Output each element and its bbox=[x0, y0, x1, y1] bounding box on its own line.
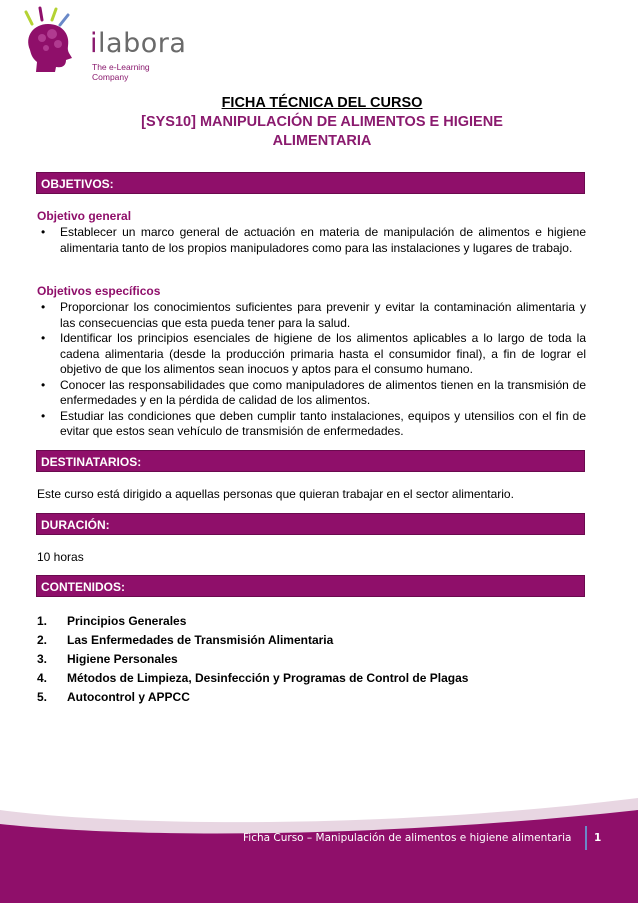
footer-band bbox=[0, 790, 638, 903]
list-item: • Proporcionar los conocimientos suficientes para prevenir y evitar la contaminación alimentaria y las consecuencias que esta pueda tener para la salud. bbox=[37, 300, 586, 331]
destinatarios-text: Este curso está dirigido a aquellas personas que quieran trabajar en el sector alimentario. bbox=[37, 487, 514, 501]
brand-logo bbox=[22, 6, 187, 82]
list-item: • Conocer las responsabilidades que como manipuladores de alimentos tienen en la transmisión de enfermedades y en la pérdida de calidad de los alimentos. bbox=[37, 378, 586, 409]
list-item: 2. Las Enfermedades de Transmisión Alimentaria bbox=[37, 633, 334, 647]
objetivo-general-list bbox=[37, 225, 586, 256]
list-item: 1. Principios Generales bbox=[37, 614, 187, 628]
list-item: 4. Métodos de Limpieza, Desinfección y Programas de Control de Plagas bbox=[37, 671, 469, 685]
page-number: 1 bbox=[594, 832, 602, 844]
objetivo-general-label: Objetivo general bbox=[37, 209, 132, 223]
list-item: • Establecer un marco general de actuación en materia de manipulación de alimentos e higiene alimentaria tanto de los propios manipuladores como para las instalaciones y lugares de trabajo. bbox=[37, 225, 586, 256]
brand-tagline: The e-Learning Company bbox=[92, 62, 150, 82]
list-item: • Identificar los principios esenciales de higiene de los alimentos aplicables a lo largo de toda la cadena alimentaria (desde la producción primaria hasta el consumidor final), a fin de lograr el objetivo de que los alimentos sean inocuos y aptos para el consumo humano. bbox=[37, 331, 586, 378]
section-header-destinatarios: DESTINATARIOS: bbox=[36, 450, 585, 472]
section-header-duracion: DURACIÓN: bbox=[36, 513, 585, 535]
footer-separator bbox=[585, 826, 587, 850]
doc-title: FICHA TÉCNICA DEL CURSO bbox=[221, 95, 423, 111]
duracion-text: 10 horas bbox=[37, 550, 84, 564]
footer-text: Ficha Curso – Manipulación de alimentos e higiene alimentaria bbox=[243, 832, 572, 844]
list-item: 3. Higiene Personales bbox=[37, 652, 178, 666]
section-header-contenidos: CONTENIDOS: bbox=[36, 575, 585, 597]
head-logo-icon bbox=[22, 6, 94, 74]
objetivos-especificos-label: Objetivos específicos bbox=[37, 284, 161, 298]
course-title: [SYS10] MANIPULACIÓN DE ALIMENTOS E HIGIENE ALIMENTARIA bbox=[141, 114, 503, 149]
list-item: 5. Autocontrol y APPCC bbox=[37, 690, 190, 704]
section-header-objetivos: OBJETIVOS: bbox=[36, 172, 585, 194]
brand-name: ilabora bbox=[90, 28, 187, 59]
objetivos-especificos-list bbox=[37, 300, 586, 440]
list-item: • Estudiar las condiciones que deben cumplir tanto instalaciones, equipos y utensilios con el fin de evitar que estos sean vehículo de transmisión de enfermedades. bbox=[37, 409, 586, 440]
contenidos-list bbox=[37, 612, 468, 707]
